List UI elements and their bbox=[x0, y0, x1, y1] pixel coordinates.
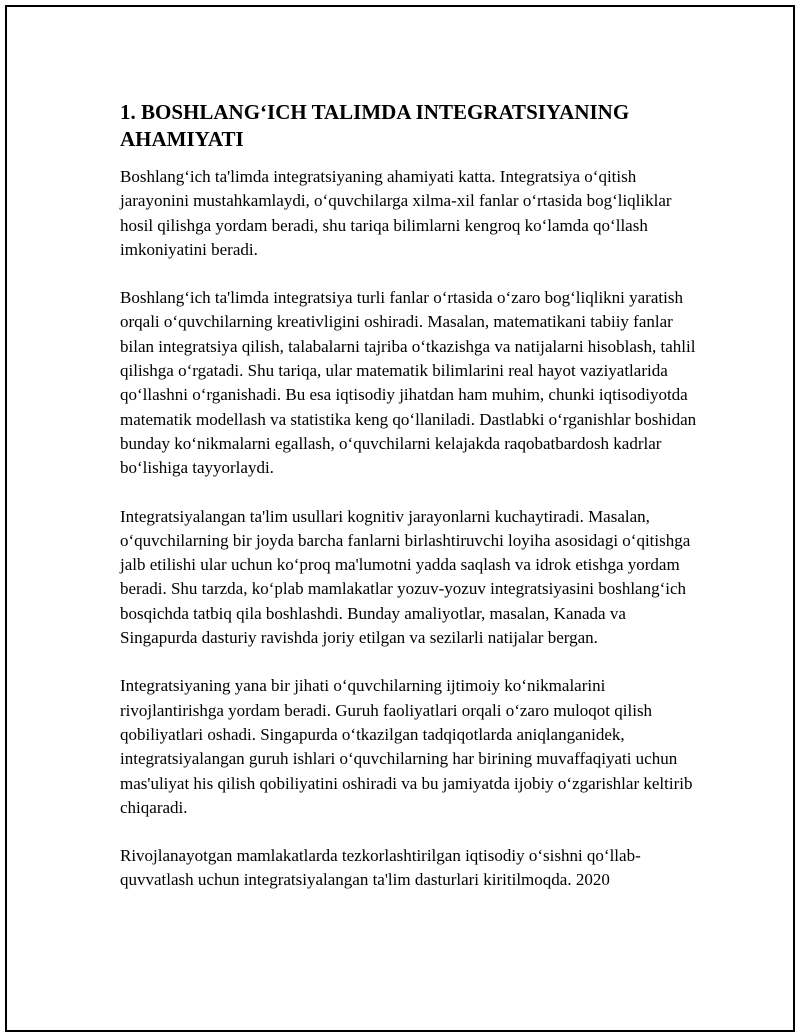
paragraph-3: Integratsiyalangan ta'lim usullari kognitiv jarayonlarni kuchaytiradi. Masalan, o‘quvchilarning bir joyda barcha fanlarni birlashtiruvchi loyiha asosidagi o‘qitishga jalb etilishi ular uchun ko‘proq ma'lumotni yadda saqlash va idrok etishga yordam beradi. Shu tarzda, ko‘plab mamlakatlar yozuv-yozuv integratsiyasini boshlang‘ich bosqichda tatbiq qila boshlashdi. Bunday amaliyotlar, masalan, Kanada va Singapurda dasturiy ravishda joriy etilgan va sezilarli natijalar bergan. bbox=[120, 506, 691, 648]
section-title: 1. BOSHLANG‘ICH TALIMDA INTEGRATSIYANING AHAMIYATI bbox=[120, 100, 630, 151]
paragraph-4: Integratsiyaning yana bir jihati o‘quvchilarning ijtimoiy ko‘nikmalarini rivojlantirishga yordam beradi. Guruh faoliyatlari orqali o‘zaro muloqot qilish qobiliyatlari oshadi. Singapurda o‘tkazilgan tadqiqotlarda aniqlanganidek, integratsiyalangan guruh ishlari o‘quvchilarning har birining muvaffaqiyati uchun mas'uliyat his qilish qobiliyatini oshiradi va bu jamiyatda ijobiy o‘zgarishlar keltirib chiqaradi. bbox=[120, 676, 693, 817]
paragraph-1: Boshlang‘ich ta'limda integratsiyaning ahamiyati katta. Integratsiya o‘qitish jarayonini mustahkamlaydi, o‘quvchilarga xilma-xil fanlar o‘rtasida bog‘liqliklar hosil qilishga yordam beradi, shu tariqa bilimlarni kengroq ko‘lamda qo‘llash imkoniyatini beradi. bbox=[120, 167, 672, 259]
page-frame bbox=[5, 5, 795, 1032]
paragraph-5: Rivojlanayotgan mamlakatlarda tezkorlashtirilgan iqtisodiy o‘sishni qo‘llab-quvvatlash uchun integratsiyalangan ta'lim dasturlari kiritilmoqda. 2020 bbox=[120, 846, 641, 890]
paragraph-2: Boshlang‘ich ta'limda integratsiya turli fanlar o‘rtasida o‘zaro bog‘liqlikni yaratish orqali o‘quvchilarning kreativligini oshiradi. Masalan, matematikani tabiiy fanlar bilan integratsiya qilish, talabalarni tajriba o‘tkazishga va natijalarni hisoblash, tahlil qilishga o‘rgatadi. Shu tariqa, ular matematik bilimlarini real hayot vaziyatlarida qo‘llashni o‘rganishadi. Bu esa iqtisodiy jihatdan ham muhim, chunki iqtisodiyotda matematik modellash va statistika keng qo‘llaniladi. Dastlabki o‘rganishlar boshidan bunday ko‘nikmalarni egallash, o‘quvchilarni kelajakda raqobatbardosh kadrlar bo‘lishiga tayyorlaydi. bbox=[120, 288, 697, 478]
document-body bbox=[120, 99, 698, 917]
